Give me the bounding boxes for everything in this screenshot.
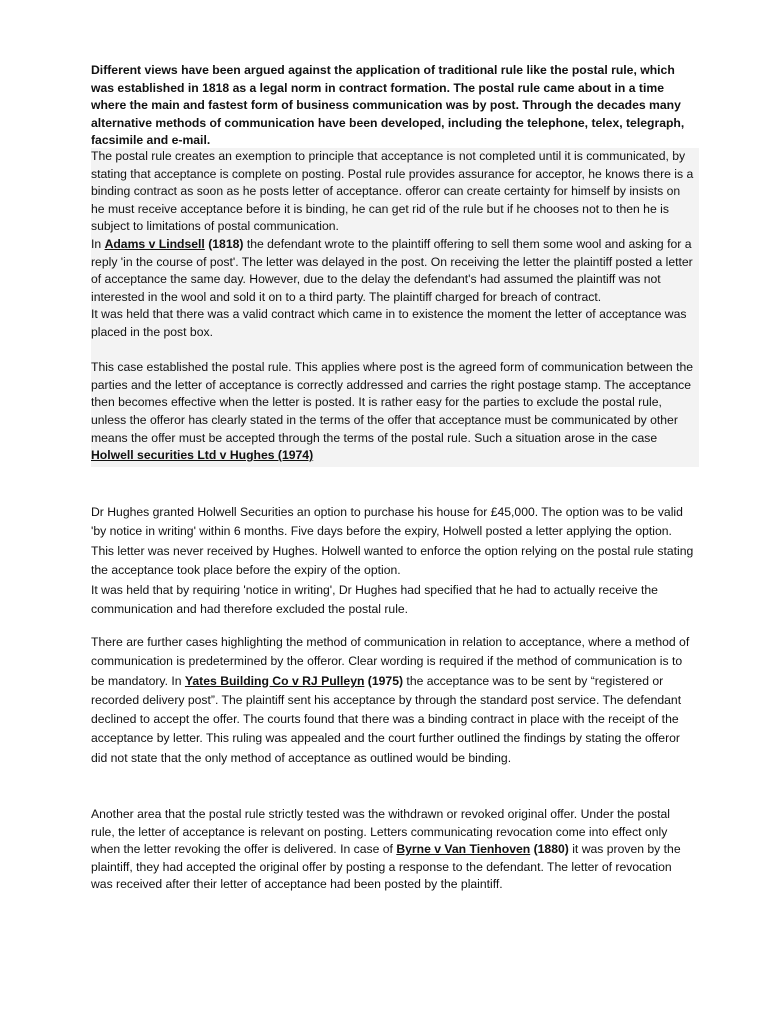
adams-body: the defendant wrote to the plaintiff offering to sell them some wool and asking for a reply 'in the course of post'. The letter was delayed in the post. On receiving the letter the plaintiff posted a letter of acceptance the same day. However, due to the delay the defendant's had assumed the plaintiff was not interested in the wool and sold it on to a third party. The plaintiff charged for breach of contract.	[91, 236, 693, 304]
case-yates-v-pulleyn: Yates Building Co v RJ Pulleyn	[184, 673, 365, 688]
established-paragraph	[91, 359, 695, 465]
byrne-pre: Another area that the postal rule strictly tested was the withdrawn or revoked original offer. Under the postal rule, the letter of acceptance is relevant on posting. Letters communicating revocation come into effect only when the letter revoking the offer is delivered. In case of	[91, 807, 670, 857]
yates-body: the acceptance was to be sent by “registered or recorded delivery post”. The plaintiff sent his acceptance by through the standard post service. The defendant declined to accept the offer. The courts found that there was a binding contract in place with the receipt of the acceptance by letter. This ruling was appealed and the court further outlined the findings by stating the offeror did not state that the only method of acceptance as outlined would be binding.	[91, 673, 682, 765]
byrne-body: it was proven by the plaintiff, they had accepted the original offer by posting a response to the defendant. The letter of revocation was received after their letter of acceptance had been posted by the plaintiff.	[91, 842, 681, 892]
hughes-held-paragraph: It was held that by requiring 'notice in writing', Dr Hughes had specified that he had to actually receive the communication and had therefore excluded the postal rule.	[91, 583, 658, 617]
adams-held-paragraph: It was held that there was a valid contract which came in to existence the moment the letter of acceptance was placed in the post box.	[91, 307, 687, 339]
postal-rule-paragraph: The postal rule creates an exemption to principle that acceptance is not completed until it is communicated, by stating that acceptance is complete on posting. Postal rule provides assurance for acceptor, he knows there is a binding contract as soon as he posts letter of acceptance. offeror can create certainty for himself by insists on he must receive acceptance before it is binding, he can get rid of the rule but if he chooses not to then he is subject to limitations of postal communication.	[91, 149, 694, 234]
case-adams-v-lindsell: Adams v Lindsell	[104, 236, 205, 251]
case-holwell-v-hughes: Holwell securities Ltd v Hughes (1974)	[91, 448, 314, 463]
established-text: This case established the postal rule. This applies where post is the agreed form of communication between the parties and the letter of acceptance is correctly addressed and carries the right postage stamp. The acceptance then becomes effective when the letter is posted. It is rather easy for the parties to exclude the postal rule, unless the offeror has clearly stated in the terms of the offer that acceptance must be communicated by other means the offer must be accepted through the terms of the postal rule. Such a situation arose in the case	[91, 360, 694, 445]
yates-year: (1975)	[364, 673, 404, 688]
adams-pre: In	[91, 236, 105, 251]
adams-paragraph	[91, 236, 695, 306]
byrne-year: (1880)	[530, 842, 569, 857]
spacer	[91, 342, 695, 360]
case-byrne-v-van-tienhoven: Byrne v Van Tienhoven	[396, 842, 531, 857]
byrne-paragraph	[91, 806, 695, 894]
intro-paragraph: Different views have been argued against the application of traditional rule like the postal rule, which was established in 1818 as a legal norm in contract formation. The postal rule came about in a time where the main and fastest form of business communication was by post. Through the decades many alternative methods of communication have been developed, including the telephone, telex, telegraph, facsimile and e-mail.	[91, 63, 685, 147]
shaded-section	[91, 148, 699, 467]
hughes-paragraph: Dr Hughes granted Holwell Securities an option to purchase his house for £45,000. The option was to be valid 'by notice in writing' within 6 months. Five days before the expiry, Holwell posted a letter applying the option. This letter was never received by Hughes. Holwell wanted to enforce the option relying on the postal rule stating the acceptance took place before the expiry of the option.	[91, 505, 694, 577]
yates-pre: There are further cases highlighting the method of communication in relation to acceptance, where a method of communication is predetermined by the offeror. Clear wording is required if the method of communication is to be mandatory. In	[91, 635, 690, 688]
adams-year: (1818)	[204, 236, 244, 251]
yates-paragraph	[91, 633, 695, 768]
